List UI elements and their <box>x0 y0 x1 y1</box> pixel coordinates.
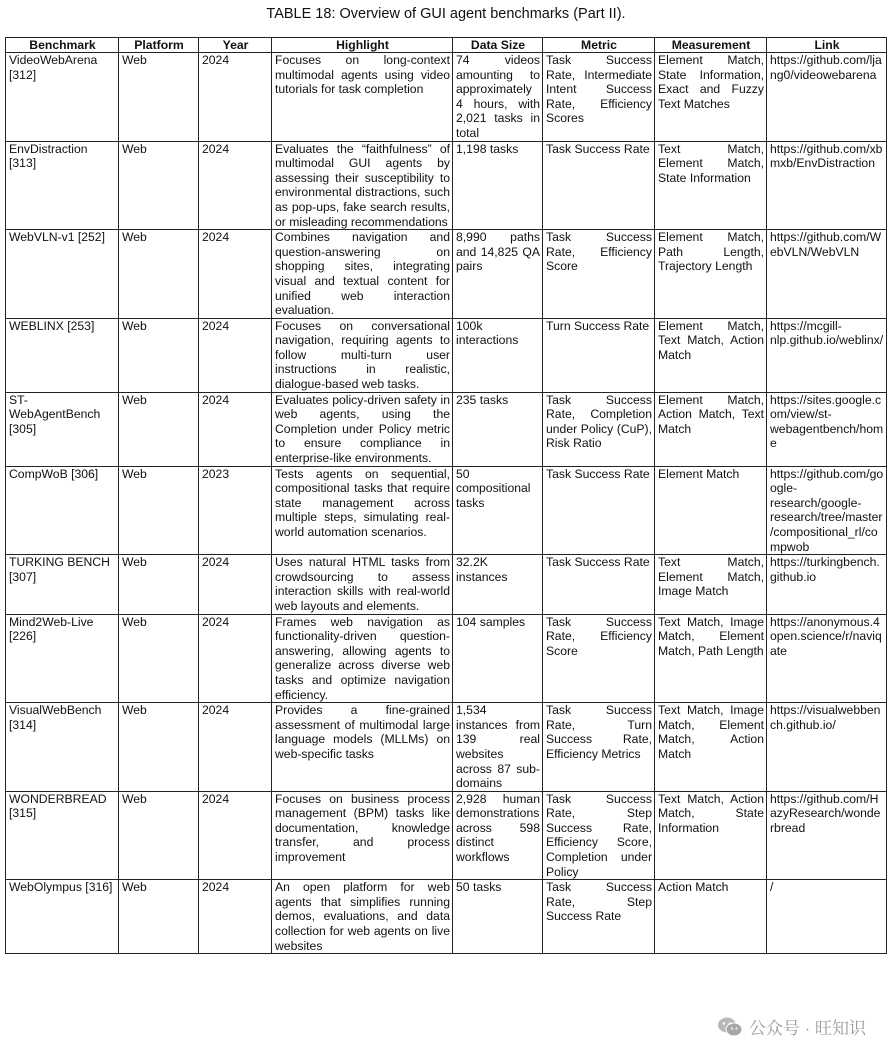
table-row <box>6 791 887 880</box>
watermark-text: 公众号 · 旺知识 <box>748 1019 866 1038</box>
table-row <box>6 880 887 954</box>
data-size-cell: 1,198 tasks <box>453 141 543 230</box>
platform-cell: Web <box>119 230 199 319</box>
year-cell: 2024 <box>199 53 272 142</box>
metric-cell: Task Success Rate, Turn Success Rate, Efficiency Metrics <box>543 703 655 792</box>
link-cell: https://mcgill-nlp.github.io/weblinx/ <box>767 318 887 392</box>
benchmark-cell: Mind2Web-Live [226] <box>6 614 119 703</box>
header-link: Link <box>767 38 887 53</box>
measurement-cell: Action Match <box>655 880 767 954</box>
measurement-cell: Text Match, Image Match, Element Match, Path Length <box>655 614 767 703</box>
data-size-cell: 74 videos amounting to approximately 4 hours, with 2,021 tasks in total <box>453 53 543 142</box>
link-cell: https://anonymous.4open.science/r/naviqate <box>767 614 887 703</box>
highlight-cell: Focuses on business process management (BPM) tasks like documentation, knowledge transfer, and process improvement <box>272 791 453 880</box>
metric-cell: Task Success Rate <box>543 555 655 614</box>
table-row <box>6 703 887 792</box>
header-benchmark: Benchmark <box>6 38 119 53</box>
benchmark-cell: VideoWebArena [312] <box>6 53 119 142</box>
year-cell: 2024 <box>199 703 272 792</box>
measurement-cell: Text Match, Element Match, Image Match <box>655 555 767 614</box>
data-size-cell: 50 tasks <box>453 880 543 954</box>
highlight-cell: Frames web navigation as functionality-driven question-answering, allowing agents to generalize across diverse web tasks and optimize navigation efficiency. <box>272 614 453 703</box>
measurement-cell: Element Match, State Information, Exact and Fuzzy Text Matches <box>655 53 767 142</box>
highlight-cell: Provides a fine-grained assessment of multimodal large language models (MLLMs) on web-specific tasks <box>272 703 453 792</box>
highlight-cell: Focuses on conversational navigation, requiring agents to follow multi-turn user instructions in realistic, dialogue-based web tasks. <box>272 318 453 392</box>
metric-cell: Task Success Rate, Completion under Policy (CuP), Risk Ratio <box>543 392 655 466</box>
benchmark-cell: WebOlympus [316] <box>6 880 119 954</box>
platform-cell: Web <box>119 791 199 880</box>
link-cell: https://github.com/ljang0/videowebarena <box>767 53 887 142</box>
table-row <box>6 318 887 392</box>
metric-cell: Task Success Rate, Efficiency Score <box>543 230 655 319</box>
benchmark-cell: ST-WebAgentBench [305] <box>6 392 119 466</box>
highlight-cell: Evaluates the “faithfulness” of multimodal GUI agents by assessing their susceptibility to environmental distractions, such as pop-ups, fake search results, or misleading recommendations <box>272 141 453 230</box>
header-year: Year <box>199 38 272 53</box>
benchmark-cell: WebVLN-v1 [252] <box>6 230 119 319</box>
data-size-cell: 235 tasks <box>453 392 543 466</box>
highlight-cell: Combines navigation and question-answering on shopping sites, integrating visual and textual content for unified web interaction evaluation. <box>272 230 453 319</box>
table-row <box>6 392 887 466</box>
header-data-size: Data Size <box>453 38 543 53</box>
measurement-cell: Element Match <box>655 466 767 555</box>
metric-cell: Task Success Rate, Step Success Rate <box>543 880 655 954</box>
year-cell: 2024 <box>199 230 272 319</box>
metric-cell: Task Success Rate <box>543 141 655 230</box>
metric-cell: Task Success Rate, Intermediate Intent Success Rate, Efficiency Scores <box>543 53 655 142</box>
highlight-cell: An open platform for web agents that simplifies running demos, evaluations, and data collection for web agents on live websites <box>272 880 453 954</box>
platform-cell: Web <box>119 555 199 614</box>
link-cell: https://visualwebbench.github.io/ <box>767 703 887 792</box>
benchmark-cell: WONDERBREAD [315] <box>6 791 119 880</box>
benchmark-cell: CompWoB [306] <box>6 466 119 555</box>
measurement-cell: Text Match, Action Match, State Information <box>655 791 767 880</box>
year-cell: 2024 <box>199 141 272 230</box>
measurement-cell: Text Match, Image Match, Element Match, Action Match <box>655 703 767 792</box>
metric-cell: Task Success Rate <box>543 466 655 555</box>
year-cell: 2024 <box>199 614 272 703</box>
table-row <box>6 53 887 142</box>
header-metric: Metric <box>543 38 655 53</box>
metric-cell: Turn Success Rate <box>543 318 655 392</box>
link-cell: https://sites.google.com/view/st-webagentbench/home <box>767 392 887 466</box>
platform-cell: Web <box>119 53 199 142</box>
highlight-cell: Focuses on long-context multimodal agents using video tutorials for task completion <box>272 53 453 142</box>
table-row <box>6 230 887 319</box>
watermark <box>717 1014 866 1039</box>
header-platform: Platform <box>119 38 199 53</box>
platform-cell: Web <box>119 703 199 792</box>
table-caption: TABLE 18: Overview of GUI agent benchmarks (Part II). <box>266 6 626 22</box>
highlight-cell: Uses natural HTML tasks from crowdsourcing to assess interaction skills with real-world web layouts and elements. <box>272 555 453 614</box>
wechat-icon <box>717 1016 743 1038</box>
benchmark-cell: TURKING BENCH [307] <box>6 555 119 614</box>
year-cell: 2024 <box>199 880 272 954</box>
measurement-cell: Element Match, Text Match, Action Match <box>655 318 767 392</box>
link-cell: / <box>767 880 887 954</box>
data-size-cell: 50 compositional tasks <box>453 466 543 555</box>
link-cell: https://github.com/HazyResearch/wonderbread <box>767 791 887 880</box>
highlight-cell: Evaluates policy-driven safety in web agents, using the Completion under Policy metric to ensure compliance in enterprise-like environments. <box>272 392 453 466</box>
year-cell: 2024 <box>199 392 272 466</box>
benchmark-cell: WEBLINX [253] <box>6 318 119 392</box>
metric-cell: Task Success Rate, Step Success Rate, Efficiency Score, Completion under Policy <box>543 791 655 880</box>
platform-cell: Web <box>119 614 199 703</box>
highlight-cell: Tests agents on sequential, compositional tasks that require state management across multiple steps, simulating real-world automation scenarios. <box>272 466 453 555</box>
measurement-cell: Element Match, Action Match, Text Match <box>655 392 767 466</box>
year-cell: 2024 <box>199 555 272 614</box>
data-size-cell: 8,990 paths and 14,825 QA pairs <box>453 230 543 319</box>
platform-cell: Web <box>119 392 199 466</box>
data-size-cell: 32.2K instances <box>453 555 543 614</box>
table-row <box>6 466 887 555</box>
data-size-cell: 2,928 human demonstrations across 598 distinct workflows <box>453 791 543 880</box>
header-measurement: Measurement <box>655 38 767 53</box>
link-cell: https://github.com/google-research/google-research/tree/master/compositional_rl/compwob <box>767 466 887 555</box>
link-cell: https://turkingbench.github.io <box>767 555 887 614</box>
platform-cell: Web <box>119 466 199 555</box>
benchmark-cell: EnvDistraction [313] <box>6 141 119 230</box>
data-size-cell: 104 samples <box>453 614 543 703</box>
table-row <box>6 614 887 703</box>
link-cell: https://github.com/WebVLN/WebVLN <box>767 230 887 319</box>
header-row <box>6 38 887 53</box>
table-row <box>6 555 887 614</box>
measurement-cell: Element Match, Path Length, Trajectory Length <box>655 230 767 319</box>
link-cell: https://github.com/xbmxb/EnvDistraction <box>767 141 887 230</box>
platform-cell: Web <box>119 880 199 954</box>
data-size-cell: 1,534 instances from 139 real websites across 87 sub-domains <box>453 703 543 792</box>
table-row <box>6 141 887 230</box>
benchmark-cell: VisualWebBench [314] <box>6 703 119 792</box>
platform-cell: Web <box>119 141 199 230</box>
metric-cell: Task Success Rate, Efficiency Score <box>543 614 655 703</box>
measurement-cell: Text Match, Element Match, State Information <box>655 141 767 230</box>
year-cell: 2024 <box>199 318 272 392</box>
year-cell: 2023 <box>199 466 272 555</box>
year-cell: 2024 <box>199 791 272 880</box>
benchmark-table <box>5 37 887 954</box>
data-size-cell: 100k interactions <box>453 318 543 392</box>
header-highlight: Highlight <box>272 38 453 53</box>
platform-cell: Web <box>119 318 199 392</box>
